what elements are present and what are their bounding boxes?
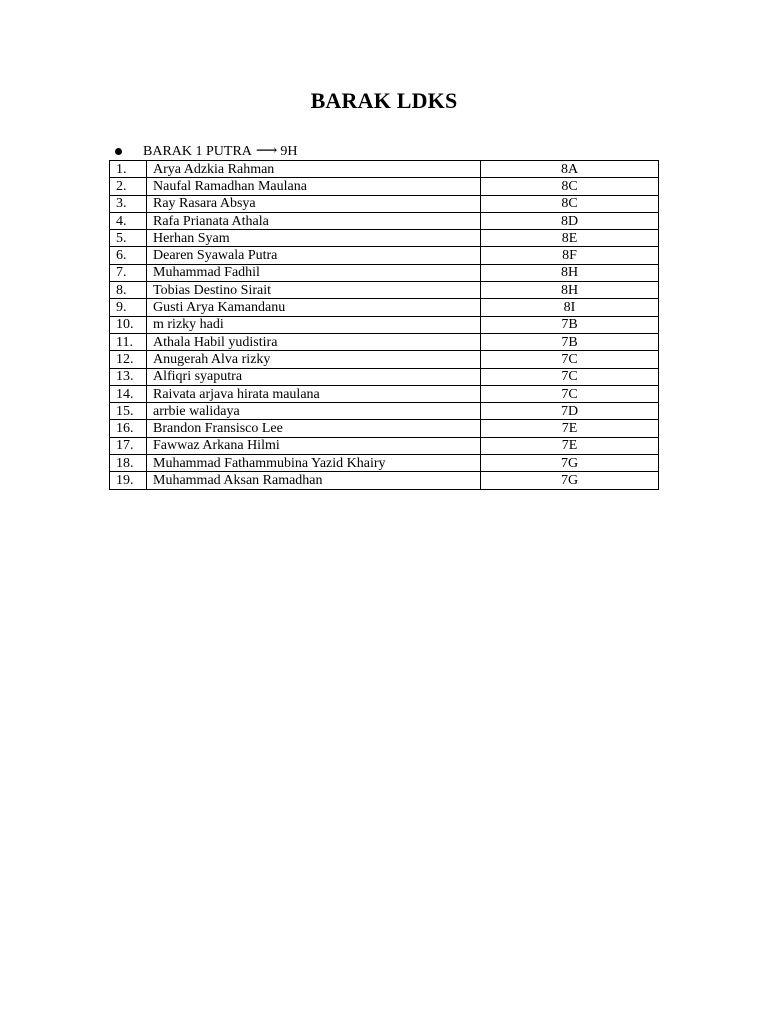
row-class-cell: 8A — [481, 161, 659, 178]
row-name-cell: Fawwaz Arkana Hilmi — [147, 437, 481, 454]
row-name-cell: Dearen Syawala Putra — [147, 247, 481, 264]
row-number-cell: 18. — [110, 455, 147, 472]
row-number-cell: 6. — [110, 247, 147, 264]
row-name-cell: Herhan Syam — [147, 230, 481, 247]
table-row — [110, 385, 659, 402]
row-class-cell: 7E — [481, 420, 659, 437]
table-row — [110, 161, 659, 178]
row-name-cell: Naufal Ramadhan Maulana — [147, 178, 481, 195]
row-number-cell: 14. — [110, 385, 147, 402]
row-number-cell: 17. — [110, 437, 147, 454]
table-row — [110, 368, 659, 385]
table-row — [110, 178, 659, 195]
table-row — [110, 455, 659, 472]
table-row — [110, 472, 659, 489]
bullet-icon — [115, 148, 122, 155]
row-number-cell: 5. — [110, 230, 147, 247]
row-name-cell: arrbie walidaya — [147, 403, 481, 420]
row-class-cell: 8H — [481, 264, 659, 281]
row-number-cell: 9. — [110, 299, 147, 316]
page-title: BARAK LDKS — [310, 88, 458, 113]
row-number-cell: 10. — [110, 316, 147, 333]
row-class-cell: 7B — [481, 316, 659, 333]
row-class-cell: 8F — [481, 247, 659, 264]
row-name-cell: Ray Rasara Absya — [147, 195, 481, 212]
section-target: 9H — [280, 144, 298, 159]
row-name-cell: Anugerah Alva rizky — [147, 351, 481, 368]
row-name-cell: Athala Habil yudistira — [147, 333, 481, 350]
row-name-cell: Rafa Prianata Athala — [147, 212, 481, 229]
table-row — [110, 195, 659, 212]
section-label: BARAK 1 PUTRA — [143, 144, 252, 159]
row-number-cell: 4. — [110, 212, 147, 229]
table-row — [110, 299, 659, 316]
row-number-cell: 12. — [110, 351, 147, 368]
row-name-cell: Muhammad Aksan Ramadhan — [147, 472, 481, 489]
row-class-cell: 8H — [481, 282, 659, 299]
row-class-cell: 7G — [481, 455, 659, 472]
row-class-cell: 8E — [481, 230, 659, 247]
row-number-cell: 15. — [110, 403, 147, 420]
row-class-cell: 7E — [481, 437, 659, 454]
table-row — [110, 437, 659, 454]
row-class-cell: 7B — [481, 333, 659, 350]
row-class-cell: 8I — [481, 299, 659, 316]
table-row — [110, 420, 659, 437]
row-class-cell: 8C — [481, 195, 659, 212]
table-row — [110, 403, 659, 420]
row-class-cell: 8C — [481, 178, 659, 195]
row-number-cell: 19. — [110, 472, 147, 489]
row-name-cell: Raivata arjava hirata maulana — [147, 385, 481, 402]
row-class-cell: 7C — [481, 351, 659, 368]
table-row — [110, 212, 659, 229]
table-row — [110, 351, 659, 368]
row-number-cell: 1. — [110, 161, 147, 178]
row-name-cell: m rizky hadi — [147, 316, 481, 333]
table-row — [110, 316, 659, 333]
row-name-cell: Arya Adzkia Rahman — [147, 161, 481, 178]
table-row — [110, 282, 659, 299]
row-name-cell: Muhammad Fadhil — [147, 264, 481, 281]
row-name-cell: Brandon Fransisco Lee — [147, 420, 481, 437]
row-number-cell: 8. — [110, 282, 147, 299]
row-number-cell: 2. — [110, 178, 147, 195]
row-number-cell: 16. — [110, 420, 147, 437]
row-name-cell: Muhammad Fathammubina Yazid Khairy — [147, 455, 481, 472]
row-name-cell: Tobias Destino Sirait — [147, 282, 481, 299]
row-number-cell: 3. — [110, 195, 147, 212]
arrow-right-icon: ⟶ — [255, 143, 278, 159]
table-row — [110, 333, 659, 350]
row-class-cell: 7G — [481, 472, 659, 489]
row-class-cell: 7C — [481, 368, 659, 385]
row-number-cell: 11. — [110, 333, 147, 350]
table-row — [110, 264, 659, 281]
table-row — [110, 247, 659, 264]
roster-table-body — [110, 161, 659, 490]
roster-table — [109, 160, 659, 490]
table-row — [110, 230, 659, 247]
row-class-cell: 7D — [481, 403, 659, 420]
section-heading — [115, 143, 298, 160]
row-class-cell: 7C — [481, 385, 659, 402]
row-name-cell: Gusti Arya Kamandanu — [147, 299, 481, 316]
row-number-cell: 13. — [110, 368, 147, 385]
row-number-cell: 7. — [110, 264, 147, 281]
row-class-cell: 8D — [481, 212, 659, 229]
row-name-cell: Alfiqri syaputra — [147, 368, 481, 385]
